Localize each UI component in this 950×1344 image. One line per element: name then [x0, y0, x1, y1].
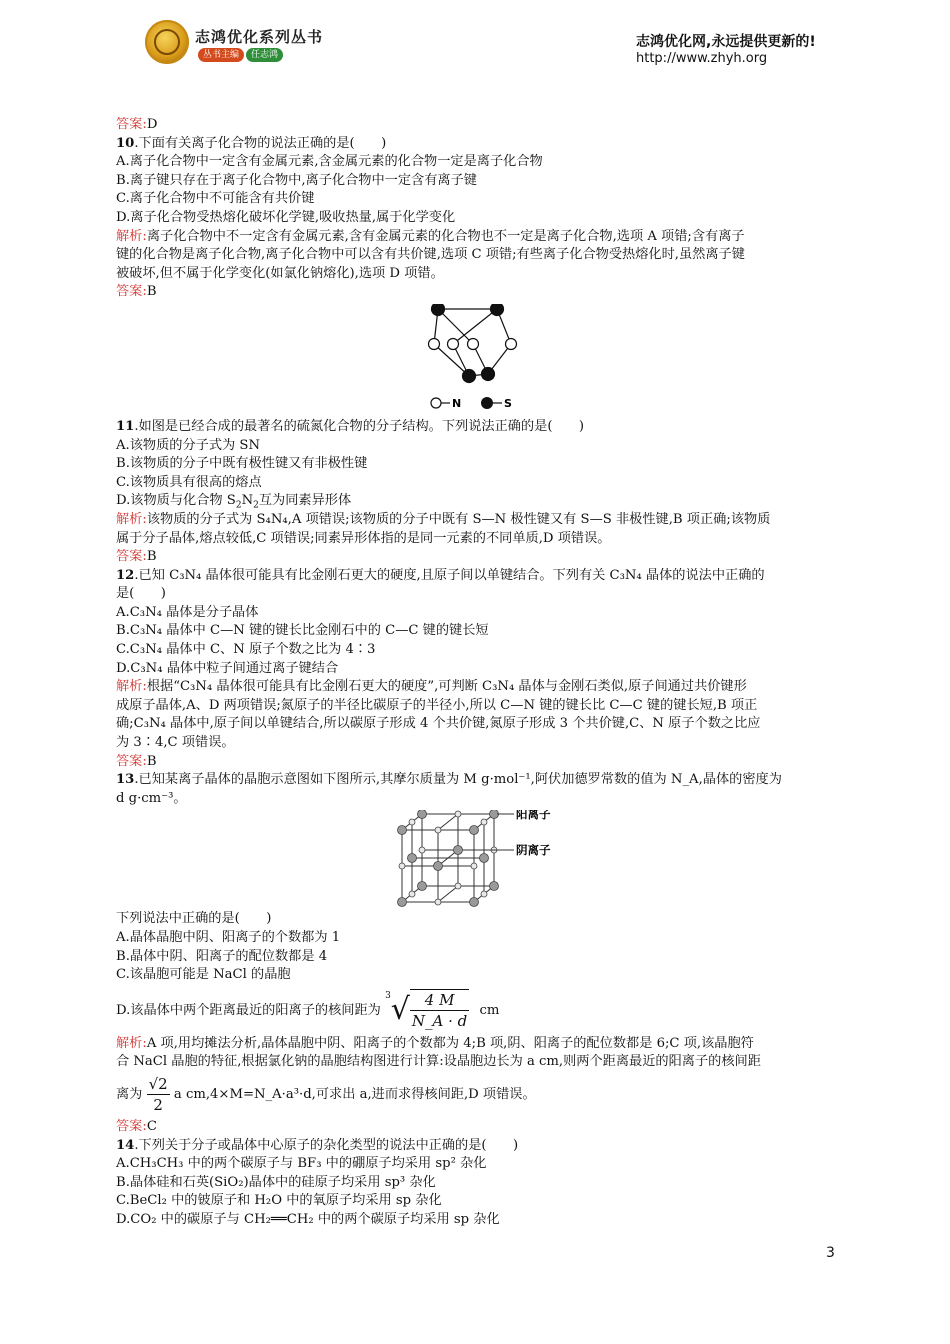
q12-answer: B: [146, 753, 157, 769]
n-atom: [448, 338, 459, 349]
page-header: [0, 0, 950, 80]
chief-editor-label: 丛书主编: [198, 48, 244, 62]
q10-option-a: A.离子化合物中一定含有金属元素,含金属元素的化合物一定是离子化合物: [116, 154, 543, 170]
q13-option-d: D.该晶体中两个距离最近的阳离子的核间距为 $^3$√ $\frac{4 M}{N\_A \cdot d}$ cm: [116, 985, 838, 1035]
page-content: [116, 116, 838, 1230]
s4n4-structure-svg: [116, 304, 838, 416]
sqrt2-over-2: $\frac{√2}{2}$: [148, 1074, 168, 1114]
q10-analysis: 解析:离子化合物中不一定含有金属元素,含有金属元素的化合物也不一定是离子化合物,选项 A 项错;含有离子: [116, 228, 745, 244]
q10-option-b: B.离子键只存在于离子化合物中,离子化合物中一定含有离子键: [116, 172, 477, 188]
q11-analysis-l2: 属于分子晶体,熔点较低,C 项错误;同素异形体指的是同一元素的不同单质,D 项错误。: [116, 530, 611, 546]
q12-option-d: D.C₃N₄ 晶体中粒子间通过离子键结合: [116, 660, 339, 676]
q13-number: 13: [116, 772, 135, 788]
legend-n: N: [452, 396, 462, 410]
anion-label: 阴离子: [516, 843, 551, 858]
q14-option-b: B.晶体硅和石英(SiO₂)晶体中的硅原子均采用 sp³ 杂化: [116, 1174, 436, 1190]
legend-s: S: [504, 396, 512, 410]
q14-option-c: C.BeCl₂ 中的铍原子和 H₂O 中的氧原子均采用 sp 杂化: [116, 1193, 442, 1209]
crystal-cell-svg: [116, 810, 838, 908]
q12-analysis-l4: 为 3∶4,C 项错误。: [116, 735, 235, 751]
q10-number: 10: [116, 135, 135, 151]
answer-label: 答案:: [116, 549, 147, 565]
root-fraction: $\frac{4 M}{N\_A \cdot d}$: [411, 990, 468, 1030]
q13-answer-line: [116, 1118, 838, 1137]
header-url[interactable]: http://www.zhyh.org: [636, 51, 768, 66]
q10-option-d: D.离子化合物受热熔化破坏化学键,吸收热量,属于化学变化: [116, 209, 456, 225]
q11-stem: 11.如图是已经合成的最著名的硫氮化合物的分子结构。下列说法正确的是( ): [116, 418, 585, 434]
series-title: 志鸿优化系列丛书: [195, 28, 324, 46]
cube-root-expression: $^3$√ $\frac{4 M}{N\_A \cdot d}$: [385, 990, 468, 1030]
s-atom: [482, 367, 495, 380]
q9-answer-line: [116, 116, 838, 135]
publisher-logo: [145, 20, 189, 64]
q14-option-d: D.CO₂ 中的碳原子与 CH₂══CH₂ 中的两个碳原子均采用 sp 杂化: [116, 1211, 500, 1227]
q13-analysis-l2: 合 NaCl 晶胞的特征,根据氯化钠的晶胞结构图进行计算:设晶胞边长为 a cm,则两个距离最近的阳离子的核间距: [116, 1054, 761, 1070]
q11-option-d: D.该物质与化合物 $S_2N_2$互为同素异形体: [116, 493, 352, 511]
q10-analysis-l3: 被破坏,但不属于化学变化(如氯化钠熔化),选项 D 项错。: [116, 265, 444, 281]
q10-option-c: C.离子化合物中不可能含有共价键: [116, 191, 315, 207]
n-atom: [506, 338, 517, 349]
analysis-label: 解析:: [116, 228, 147, 244]
q10-answer: B: [146, 284, 157, 300]
q12-stem-l2: 是( ): [116, 586, 166, 602]
q11-answer: B: [146, 549, 157, 565]
analysis-label: 解析:: [116, 1035, 147, 1051]
q13-analysis: 解析:A 项,用均摊法分析,晶体晶胞中阴、阳离子的个数都为 4;B 项,阴、阳离子的配位数都是 6;C 项,该晶胞符: [116, 1035, 754, 1051]
analysis-label: 解析:: [116, 511, 147, 527]
page-number: 3: [826, 1245, 835, 1261]
q11-analysis: 解析:该物质的分子式为 S₄N₄,A 项错误;该物质的分子中既有 S—N 极性键又有 S—S 非极性键,B 项正确;该物质: [116, 511, 771, 527]
q13-stem: 13.已知某离子晶体的晶胞示意图如下图所示,其摩尔质量为 M g·mol⁻¹,阿伏加德罗常数的值为 N_A,晶体的密度为: [116, 772, 782, 788]
structure-legend: [431, 397, 512, 410]
q11-option-c: C.该物质具有很高的熔点: [116, 474, 262, 490]
s4n4-structure-figure: [116, 304, 838, 416]
q9-answer: D: [146, 117, 158, 132]
q13-option-b: B.晶体中阴、阳离子的配位数都是 4: [116, 948, 328, 964]
s-atom: [491, 304, 504, 316]
q12-analysis-l3: 确;C₃N₄ 晶体中,原子间以单键结合,所以碳原子形成 4 个共价键,氮原子形成 3 个共价键,C、N 原子个数之比应: [116, 716, 761, 732]
answer-label: 答案:: [116, 284, 147, 300]
q12-option-a: A.C₃N₄ 晶体是分子晶体: [116, 604, 259, 620]
answer-label: 答案:: [116, 117, 147, 132]
q11-option-a: A.该物质的分子式为 SN: [116, 437, 260, 453]
answer-label: 答案:: [116, 753, 147, 769]
root-index: 3: [385, 990, 391, 1001]
q13-analysis-l3: 离为 $\frac{√2}{2}$ a cm,4×M=N_A·a³·d,可求出 a,进而求得核间距,D 项错误。: [116, 1074, 536, 1114]
q10-stem: 10.下面有关离子化合物的说法正确的是( ): [116, 135, 387, 151]
q14-option-a: A.CH₃CH₃ 中的两个碳原子与 BF₃ 中的硼原子均采用 sp² 杂化: [116, 1156, 487, 1172]
q10-analysis-l2: 键的化合物是离子化合物,离子化合物中可以含有共价键,选项 C 项错;有些离子化合物受热熔化时,虽然离子键: [116, 247, 745, 263]
analysis-label: 解析:: [116, 679, 147, 695]
q12-analysis-l2: 成原子晶体,A、D 两项错误;氮原子的半径比碳原子的半径小,所以 C—N 键的键长比 C—C 键的键长短,B 项正: [116, 697, 758, 713]
q13-option-c: C.该晶胞可能是 NaCl 的晶胞: [116, 967, 291, 983]
q13-question: 下列说法中正确的是( ): [116, 911, 272, 927]
q12-analysis: 解析:根据“C₃N₄ 晶体很可能具有比金刚石更大的硬度”,可判断 C₃N₄ 晶体与金刚石类似,原子间通过共价键形: [116, 679, 747, 695]
q12-stem: 12.已知 C₃N₄ 晶体很可能具有比金刚石更大的硬度,且原子间以单键结合。下列有关 C₃N₄ 晶体的说法中正确的: [116, 567, 765, 583]
q12-option-b: B.C₃N₄ 晶体中 C—N 键的键长比金刚石中的 C—C 键的键长短: [116, 623, 489, 639]
q14-number: 14: [116, 1137, 135, 1153]
s-atom: [463, 369, 476, 382]
s-atom: [432, 304, 445, 316]
q13-option-a: A.晶体晶胞中阴、阳离子的个数都为 1: [116, 930, 341, 945]
q11-option-b: B.该物质的分子中既有极性键又有非极性键: [116, 456, 368, 472]
q14-stem: 14.下列关于分子或晶体中心原子的杂化类型的说法中正确的是( ): [116, 1137, 519, 1153]
q11-number: 11: [116, 418, 135, 434]
n-atom: [468, 338, 479, 349]
header-slogan: 志鸿优化网,永远提供更新的!: [636, 34, 816, 50]
q13-answer: C: [146, 1118, 157, 1134]
q11-answer-line: [116, 548, 838, 567]
q12-number: 12: [116, 567, 135, 583]
q12-answer-line: [116, 753, 838, 772]
chief-editor-name: 任志鸿: [246, 48, 283, 62]
n-atom: [429, 338, 440, 349]
crystal-cell-figure: [116, 810, 838, 908]
q13-stem-l2: d g·cm⁻³。: [116, 790, 187, 806]
q12-option-c: C.C₃N₄ 晶体中 C、N 原子个数之比为 4∶3: [116, 642, 376, 658]
q10-answer-line: [116, 283, 838, 302]
cation-label: 阳离子: [516, 810, 551, 822]
answer-label: 答案:: [116, 1118, 147, 1134]
